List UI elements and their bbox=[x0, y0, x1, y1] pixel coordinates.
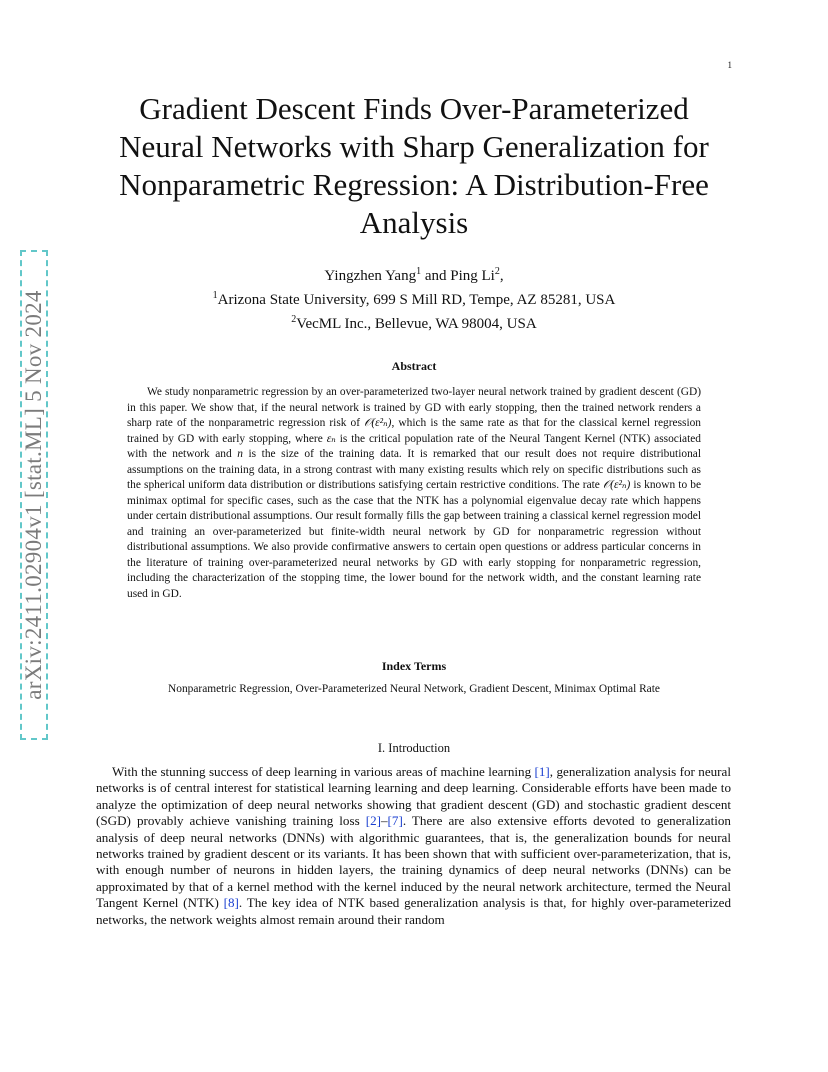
abstract-part-4: is the size of the training data. It is remarked that our result does not require distributional assumptions on the training data, in a strong contrast with many existing results which rely on specific distributions such as the spherical uniform data distribution or distributions satisfying certain restrictive conditions. The rate bbox=[127, 448, 701, 491]
author-2-sup: 2 bbox=[494, 266, 500, 277]
author-block bbox=[96, 262, 732, 334]
introduction-text bbox=[96, 764, 731, 928]
author-tail: , bbox=[499, 268, 504, 284]
author-names bbox=[96, 262, 732, 286]
affiliation-2-sup: 2 bbox=[291, 314, 297, 325]
affiliation-2 bbox=[96, 310, 732, 334]
arxiv-identifier: arXiv:2411.02904v1 [stat.ML] 5 Nov 2024 bbox=[21, 290, 46, 700]
affiliation-1-sup: 1 bbox=[212, 290, 218, 301]
abstract-part-5: is known to be minimax optimal for specific cases, such as the case that the NTK has a polynomial eigenvalue decay rate which happens under certain distributional assumptions. Our result formally fills the gap between training a classical kernel regression model and training an over-parameterized but finite-width neural network by GD for nonparametric regression without distributional assumptions. We also provide confirmative answers to certain open questions or address particular concerns in the literature of training over-parameterized neural networks by GD with early stopping for nonparametric regression, including the characterization of the stopping time, the lower bound for the network width, and the constant learning rate used in GD. bbox=[127, 479, 702, 600]
citation-2[interactable]: [2] bbox=[365, 813, 381, 829]
citation-1[interactable]: [1] bbox=[534, 764, 550, 779]
affiliation-1 bbox=[96, 286, 732, 310]
abstract-part-2: , which is the same rate as that for the classical kernel regression trained by GD with early stopping, where bbox=[127, 417, 701, 445]
intro-text-3: . There are also extensive efforts devoted to generalization analysis of deep neural networks (DNNs) with algorithmic guarantees, that is, the generalization bounds for neural networks trained by gradient descent or its variants. It has been shown that with sufficient over-parameterization, that is, with enough number of neurons in hidden layers, the training dynamics of deep neural networks (DNNs) can be approximated by that of a kernel method with the kernel induced by the neural network architecture, termed the Neural Tangent Kernel (NTK) bbox=[96, 813, 731, 911]
intro-dash: – bbox=[381, 813, 388, 829]
affiliation-2-text: VecML Inc., Bellevue, WA 98004, USA bbox=[296, 316, 537, 332]
abstract-heading: Abstract bbox=[391, 359, 437, 373]
index-terms-heading: Index Terms bbox=[381, 659, 447, 673]
introduction-heading: I. Introduction bbox=[377, 741, 451, 755]
page-number: 1 bbox=[727, 60, 732, 70]
arxiv-identifier-stamp[interactable] bbox=[20, 250, 48, 740]
abstract-math-2: εₙ bbox=[326, 432, 336, 445]
author-1: Yingzhen Yang bbox=[324, 268, 417, 284]
paper-title bbox=[96, 90, 732, 242]
author-2: Ping Li bbox=[450, 268, 495, 284]
citation-7[interactable]: [7] bbox=[387, 813, 403, 829]
abstract-math-4: 𝒪(ε²ₙ) bbox=[603, 479, 631, 491]
intro-text-2: , generalization analysis for neural networks is of central interest for statistical learning learning and deep learning. Considerable efforts have been made to analyze the optimization of deep neural networks showing that gradient descent (GD) and stochastic gradient descent (SGD) provably achieve vanishing training loss bbox=[96, 764, 731, 829]
intro-text-1: With the stunning success of deep learning in various areas of machine learning bbox=[112, 764, 535, 779]
title-line-2: Neural Networks with Sharp Generalization for bbox=[119, 129, 709, 164]
title-line-1: Gradient Descent Finds Over-Parameterized bbox=[139, 91, 689, 126]
title-line-4: Analysis bbox=[359, 205, 469, 240]
index-terms-text: Nonparametric Regression, Over-Parameterized Neural Network, Gradient Descent, Minimax Optimal Rate bbox=[168, 683, 660, 695]
author-1-sup: 1 bbox=[416, 266, 422, 277]
abstract-part-3: is the critical population rate of the Neural Tangent Kernel (NTK) associated with the network and bbox=[127, 432, 701, 460]
title-line-3: Nonparametric Regression: A Distribution-Free bbox=[119, 167, 709, 202]
abstract-math-3: n bbox=[237, 448, 243, 460]
abstract-part-1: We study nonparametric regression by an over-parameterized two-layer neural network trained by gradient descent (GD) in this paper. We show that, if the neural network is trained by GD with early stopping, then the trained network renders a sharp rate of the nonparametric regression risk of bbox=[127, 386, 701, 429]
abstract-text bbox=[127, 385, 701, 602]
citation-8[interactable]: [8] bbox=[223, 895, 239, 911]
affiliation-1-text: Arizona State University, 699 S Mill RD, Tempe, AZ 85281, USA bbox=[217, 292, 616, 308]
abstract-math-1: 𝒪(ε²ₙ) bbox=[364, 417, 392, 429]
intro-text-4: . The key idea of NTK based generalization analysis is that, for highly over-parameterized networks, the network weights almost remain around their random bbox=[96, 895, 732, 927]
author-and: and bbox=[421, 268, 451, 284]
